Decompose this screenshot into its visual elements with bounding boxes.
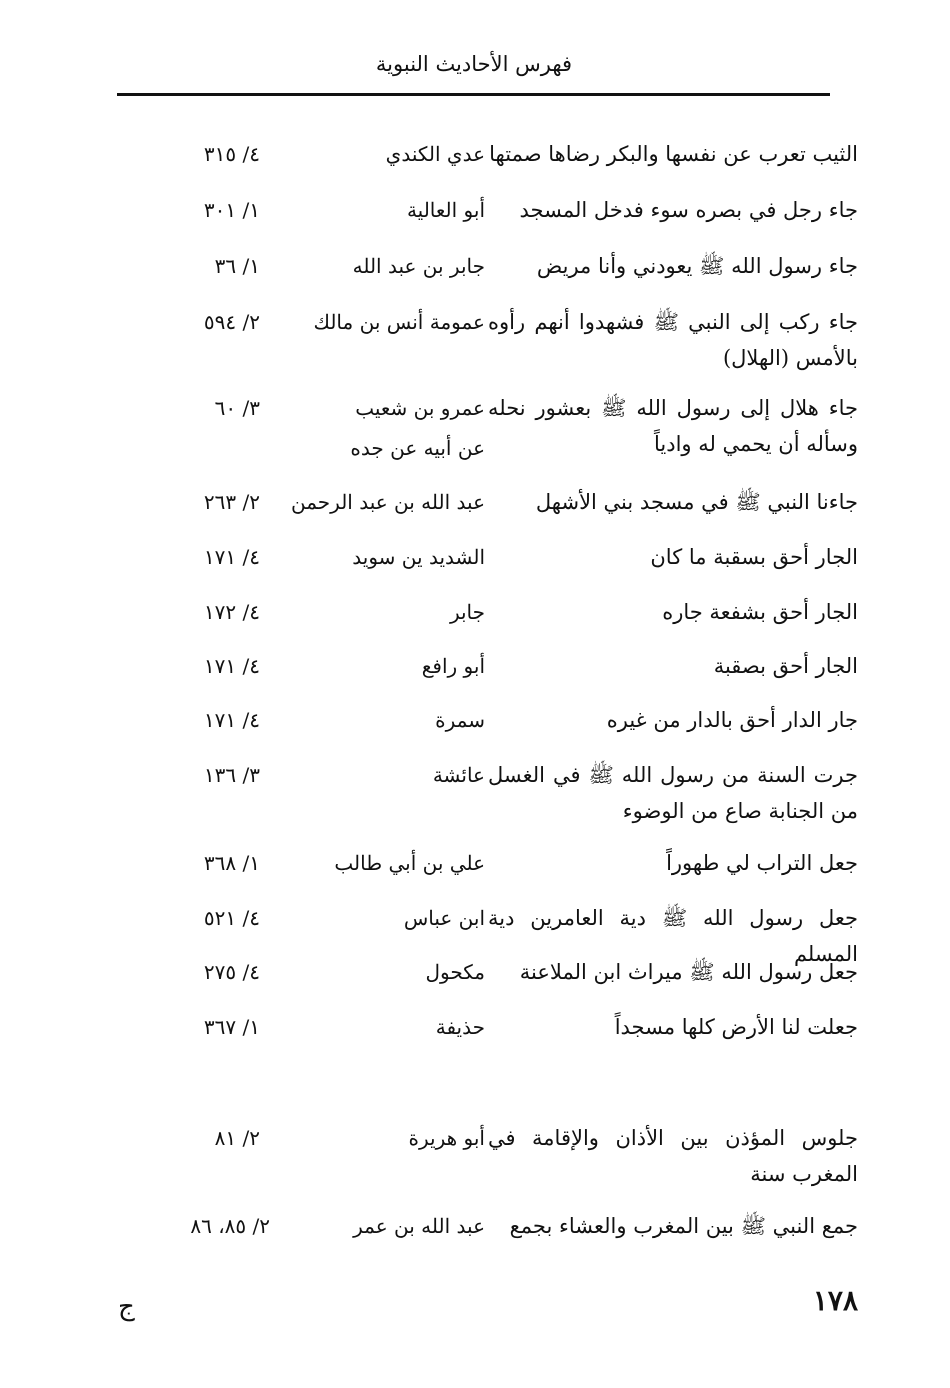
volume-page-ref: ١/ ٣٠١: [203, 198, 260, 222]
narrator: ابن عباس: [403, 906, 485, 930]
narrator: حذيفة: [435, 1015, 485, 1039]
hadith-text: جاء رسول الله ﷺ يعودني وأنا مريض: [536, 254, 858, 278]
page-number: ١٧٨: [812, 1284, 858, 1317]
hadith-text: جار الدار أحق بالدار من غيره: [606, 708, 858, 732]
hadith-text: جاء هلال إلى رسول الله ﷺ بعشور نحله وسأله أن يحمي له وادياً: [488, 396, 858, 456]
hadith-text: الجار أحق بسقبة ما كان: [650, 545, 858, 569]
hadith-text: جعل رسول الله ﷺ دية العامرين دية المسلم: [488, 906, 858, 966]
volume-page-ref: ٢/ ٨٥، ٨٦: [190, 1214, 270, 1238]
volume-page-ref: ٢/ ٢٦٣: [203, 490, 260, 514]
narrator: سمرة: [435, 708, 485, 732]
volume-page-ref: ٤/ ١٧٢: [203, 600, 260, 624]
narrator: عدي الكندي: [385, 142, 485, 166]
hadith-text: جعل رسول الله ﷺ ميراث ابن الملاعنة: [519, 960, 858, 984]
narrator: عائشة: [432, 763, 485, 787]
hadith-text: جعلت لنا الأرض كلها مسجداً: [614, 1015, 858, 1039]
hadith-text: جرت السنة من رسول الله ﷺ في الغسل من الجنابة صاع من الوضوء: [488, 763, 858, 823]
hadith-text: جلوس المؤذن بين الأذان والإقامة في المغرب سنة: [488, 1126, 858, 1186]
volume-page-ref: ٤/ ١٧١: [203, 545, 260, 569]
volume-page-ref: ٤/ ٥٢١: [203, 906, 260, 930]
volume-page-ref: ١/ ٣٦٨: [203, 851, 260, 875]
hadith-text: جاءنا النبي ﷺ في مسجد بني الأشهل: [535, 490, 858, 514]
page-header-title: فهرس الأحاديث النبوية: [375, 52, 573, 76]
narrator: عبد الله بن عمر: [353, 1214, 485, 1238]
volume-page-ref: ٢/ ٨١: [214, 1126, 260, 1150]
narrator: مكحول: [425, 960, 485, 984]
narrator: أبو هريرة: [408, 1126, 485, 1150]
narrator: عمومة أنس بن مالك: [313, 310, 485, 334]
hadith-text: جاء رجل في بصره سوء فدخل المسجد: [519, 198, 858, 222]
volume-page-ref: ٢/ ٥٩٤: [203, 310, 260, 334]
narrator: أبو رافع: [421, 654, 485, 678]
volume-page-ref: ٤/ ٣١٥: [203, 142, 260, 166]
volume-page-ref: ٤/ ١٧١: [203, 654, 260, 678]
volume-page-ref: ٤/ ٢٧٥: [203, 960, 260, 984]
header-rule: [117, 93, 830, 96]
narrator: أبو العالية: [406, 198, 485, 222]
narrator: علي بن أبي طالب: [334, 851, 485, 875]
narrator: جابر بن عبد الله: [352, 254, 485, 278]
narrator: عبد الله بن عبد الرحمن: [291, 490, 485, 514]
signature-mark: ج: [118, 1292, 135, 1322]
hadith-text: جمع النبي ﷺ بين المغرب والعشاء بجمع: [509, 1214, 858, 1238]
hadith-text: جاء ركب إلى النبي ﷺ فشهدوا أنهم رأوه بالأمس (الهلال): [488, 310, 858, 370]
volume-page-ref: ٣/ ٦٠: [214, 396, 260, 420]
narrator: جابر: [449, 600, 485, 624]
hadith-text: الجار أحق بصقبة: [713, 654, 858, 678]
volume-page-ref: ١/ ٣٦٧: [203, 1015, 260, 1039]
hadith-text: الجار أحق بشفعة جاره: [662, 600, 858, 624]
hadith-text: جعل التراب لي طهوراً: [666, 851, 858, 875]
volume-page-ref: ١/ ٣٦: [214, 254, 260, 278]
volume-page-ref: ٤/ ١٧١: [203, 708, 260, 732]
narrator: الشديد ين سويد: [352, 545, 485, 569]
hadith-text: الثيب تعرب عن نفسها والبكر رضاها صمتها: [489, 142, 858, 166]
narrator: عمرو بن شعيب عن أبيه عن جده: [350, 396, 485, 460]
volume-page-ref: ٣/ ١٣٦: [203, 763, 260, 787]
